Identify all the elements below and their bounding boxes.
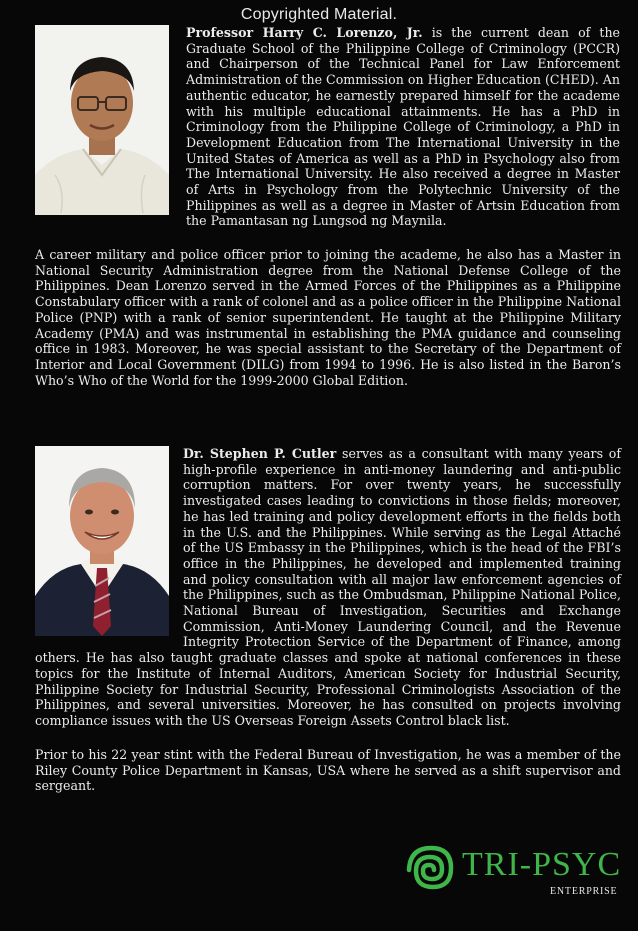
tri-psyc-logo <box>404 840 620 904</box>
copyright-watermark: Copyrighted Material. <box>240 6 398 23</box>
bio-lorenzo <box>186 25 620 229</box>
name-cutler: Dr. Stephen P. Cutler <box>183 446 337 461</box>
logo-subtitle: ENTERPRISE <box>550 886 618 897</box>
bio-cutler-continuation: Prior to his 22 year stint with the Federal Bureau of Investigation, he was a member of the Riley County Police Department in Kansas, USA where he served as a shift supervisor and sergeant. <box>35 747 621 794</box>
name-lorenzo: Professor Harry C. Lorenzo, Jr. <box>186 25 423 40</box>
portrait-photo-lorenzo <box>35 25 169 215</box>
bio-lorenzo-text: is the current dean of the Graduate School of the Philippine College of Criminology (PCCR) and Chairperson of the Technical Panel for Law Enforcement Administration of the Commission on Higher Education (CHED). An authentic educator, he earnestly prepared himself for the academe with his multiple educational attainments. He has a PhD in Criminology from the Philippine College of Criminology, a PhD in Development Education from The International University in the United States of America as well as a PhD in Psychology also from The International University. He also received a degree in Master of Arts in Psychology from the Polytechnic University of the Philippines as well as a degree in Master of Artsin Education from the Pamantasan ng Lungsod ng Maynila. <box>186 25 621 229</box>
bio-lorenzo-continuation: A career military and police officer prior to joining the academe, he also has a Master in National Security Administration degree from the National Defense College of the Philippines. Dean Lorenzo served in the Armed Forces of the Philippines as a Philippine Constabulary officer with a rank of colonel and as a police officer in the Philippine National Police (PNP) with a rank of senior superintendent. He taught at the Philippine Military Academy (PMA) and was instrumental in establishing the PMA guidance and counseling office in 1983. Moreover, he was special assistant to the Secretary of the Department of Interior and Local Government (DILG) from 1994 to 1996. He is also listed in the Baron’s Who’s Who of the World for the 1999-2000 Global Edition. <box>35 247 621 388</box>
logo-brand-text: TRI-PSYC <box>462 846 622 883</box>
spiral-logo-icon <box>404 840 460 896</box>
bio-cutler <box>35 446 621 729</box>
photo-wrap-spacer <box>35 446 183 650</box>
bio-cutler-text: serves as a consultant with many years of high-profile experience in anti-money laundering and anti-public corruption matters. For over twenty years, he successfully investigated cases leading to convictions in those fields; moreover, he has led training and policy development efforts in the fields both in the U.S. and the Philippines. While serving as the Legal Attaché of the US Embassy in the Philippines, which is the head of the FBI’s office in the Philippines, he developed and implemented training and policy consultation with all major law enforcement agencies of the Philippines, such as the Ombudsman, Philippine National Police, National Bureau of Investigation, Securities and Exchange Commission, Anti-Money Laundering Council, and the Revenue Integrity Protection Service of the Department of Finance, among others. He has also taught graduate classes and spoke at national conferences in these topics for the Institute of Internal Auditors, American Society for Industrial Security, Philippine Society for Industrial Security, Professional Criminologists Association of the Philippines, and several universities. Moreover, he has consulted on projects involving compliance issues with the US Overseas Foreign Assets Control black list. <box>35 446 621 728</box>
